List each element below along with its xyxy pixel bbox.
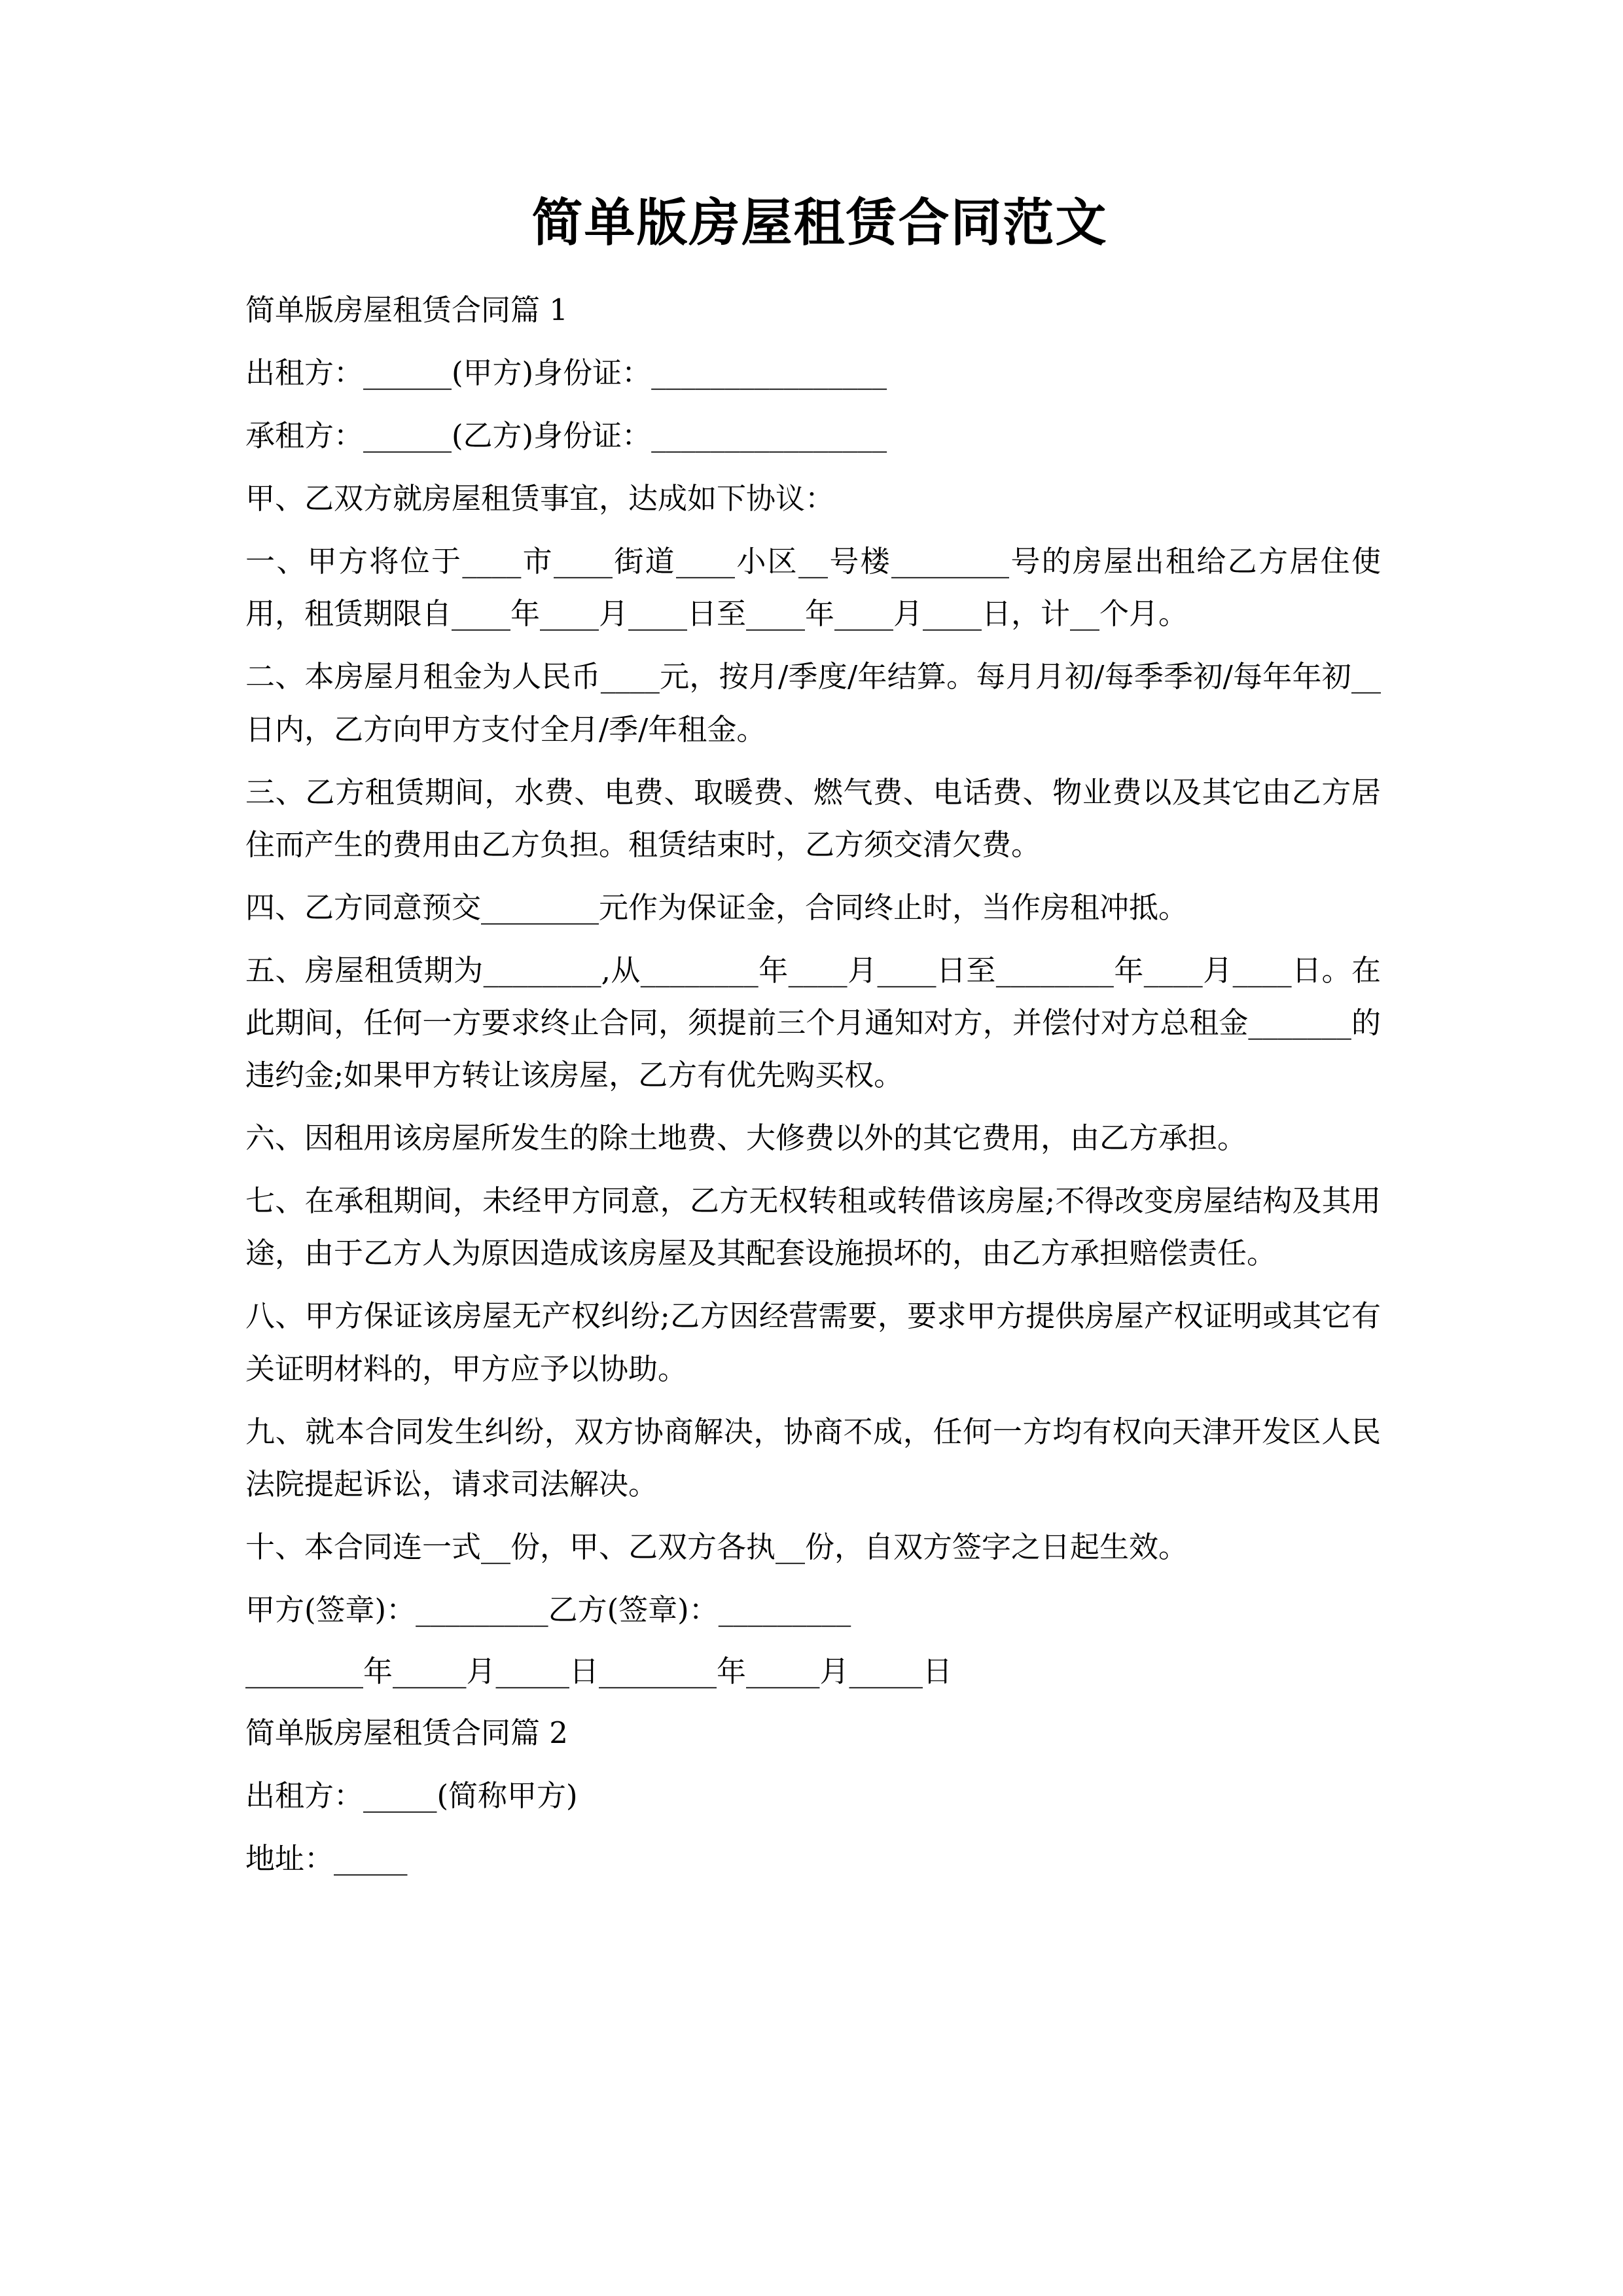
clause-10: 十、本合同连一式__份，甲、乙双方各执__份，自双方签字之日起生效。 (245, 1529, 1188, 1564)
clause-8: 八、甲方保证该房屋无产权纠纷;乙方因经营需要，要求甲方提供房屋产权证明或其它有关证明材料的，甲方应予以协助。 (245, 1299, 1381, 1386)
section-heading-1: 简单版房屋租赁合同篇 1 (245, 292, 568, 327)
clause-7: 七、在承租期间，未经甲方同意，乙方无权转租或转借该房屋;不得改变房屋结构及其用途，由于乙方人为原因造成该房屋及其配套设施损坏的，由乙方承担赔偿责任。 (245, 1183, 1381, 1271)
section2-landlord-line: 出租方：_____(简称甲方) (245, 1778, 578, 1814)
tenant-id-line: 承租方：______(乙方)身份证：________________ (245, 418, 887, 454)
signature-parties-line: 甲方(签章)：_________乙方(签章)：_________ (245, 1592, 851, 1627)
clause-3: 三、乙方租赁期间，水费、电费、取暖费、燃气费、电话费、物业费以及其它由乙方居住而产生的费用由乙方负担。租赁结束时，乙方须交清欠费。 (245, 774, 1381, 862)
landlord-id-line: 出租方：______(甲方)身份证：________________ (245, 355, 887, 390)
clause-5: 五、房屋租赁期为________,从________年____月____日至________年____月____日。在此期间，任何一方要求终止合同，须提前三个月通知对方，并偿付对方总租金_______的违约金;如果甲方转让该房屋，乙方有优先购买权。 (245, 952, 1381, 1093)
clause-2: 二、本房屋月租金为人民币____元，按月/季度/年结算。每月月初/每季季初/每年年初__日内，乙方向甲方支付全月/季/年租金。 (245, 659, 1381, 747)
section2-address-line: 地址：_____ (245, 1841, 408, 1876)
clause-9: 九、就本合同发生纠纷，双方协商解决，协商不成，任何一方均有权向天津开发区人民法院提起诉讼，请求司法解决。 (245, 1414, 1381, 1501)
document-body (245, 284, 1381, 1886)
agreement-intro-line: 甲、乙双方就房屋租赁事宜，达成如下协议： (245, 481, 835, 516)
page-title: 简单版房屋租赁合同范文 (531, 193, 1108, 253)
clause-1: 一、甲方将位于____市____街道____小区__号楼________号的房屋出租给乙方居住使用，租赁期限自____年____月____日至____年____月____日，计__个月。 (245, 544, 1381, 632)
signature-date-line: ________年_____月_____日________年_____月_____日 (245, 1654, 953, 1689)
clause-4: 四、乙方同意预交________元作为保证金，合同终止时，当作房租冲抵。 (245, 889, 1188, 925)
clause-6: 六、因租用该房屋所发生的除土地费、大修费以外的其它费用，由乙方承担。 (245, 1121, 1247, 1156)
section-heading-2: 简单版房屋租赁合同篇 2 (245, 1715, 568, 1751)
